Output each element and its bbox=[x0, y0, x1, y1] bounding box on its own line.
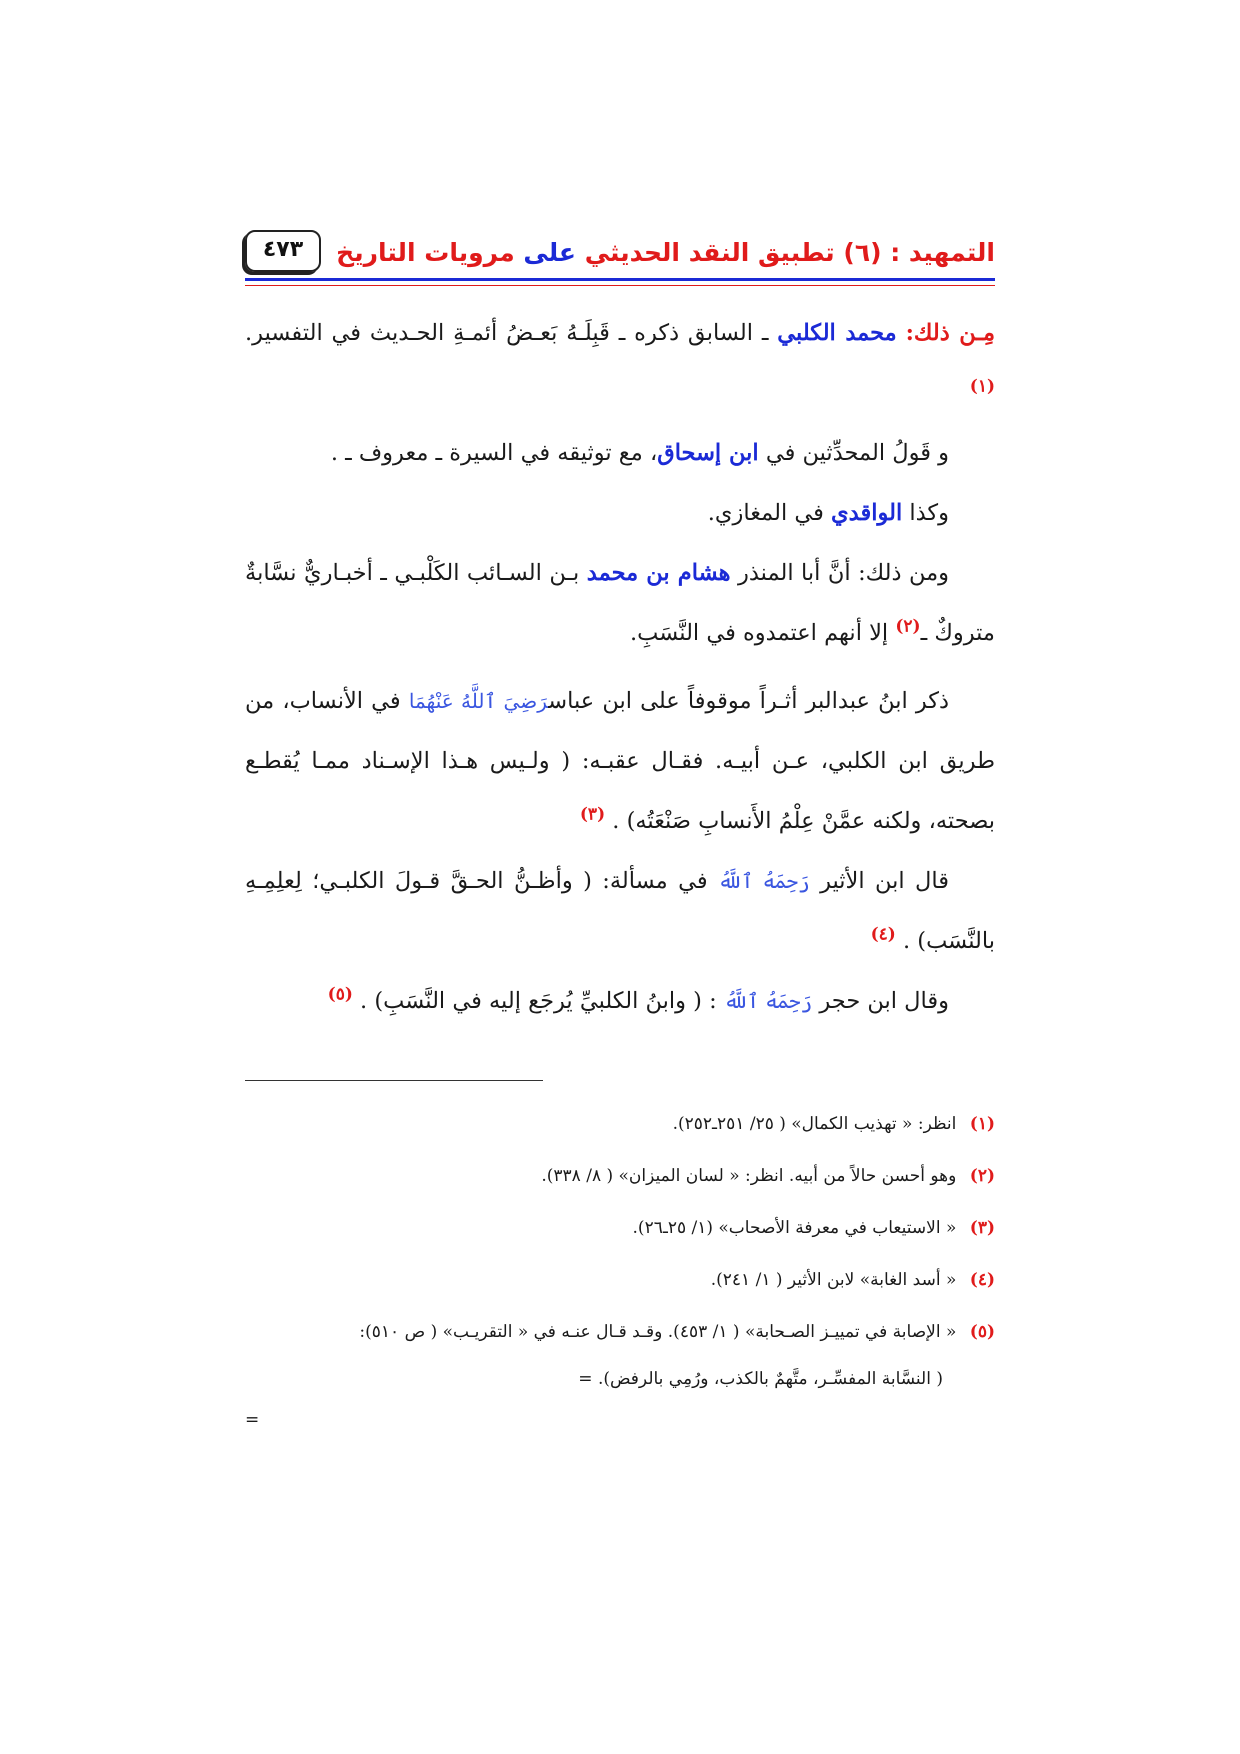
p7-honorific: رَحِمَهُ ٱللَّهُ bbox=[723, 989, 813, 1013]
paragraph-7 bbox=[245, 971, 995, 1031]
spacer bbox=[245, 663, 995, 671]
p2-before: و قَولُ المحدِّثين في bbox=[765, 440, 949, 466]
footnote-5-continuation: ( النسَّابة المفسِّـر، متَّهمٌ بالكذب، ورُمِي بالرفض). = bbox=[578, 1369, 943, 1389]
p3-after: في المغازي. bbox=[707, 500, 824, 526]
footnote-text: « الاستيعاب في معرفة الأصحاب» (١/ ٢٥ـ٢٦). bbox=[632, 1218, 957, 1238]
p5-before: ذكر ابنُ عبدالبر أثـراً موقوفاً على ابن عباس bbox=[548, 688, 950, 714]
header-title-part3: مرويات التاريخ bbox=[336, 238, 515, 267]
paragraph-2 bbox=[245, 423, 995, 483]
header-title-part1: التمهيد : (٦) تطبيق النقد الحديثي bbox=[584, 238, 995, 267]
book-page bbox=[245, 228, 995, 1488]
footnote-ref-4[interactable]: (٤) bbox=[870, 924, 896, 945]
p1-name: محمد الكلبي bbox=[777, 320, 897, 346]
footnote-separator bbox=[245, 1080, 543, 1081]
footnote-2 bbox=[245, 1150, 995, 1202]
p3-name: الواقدي bbox=[831, 500, 903, 526]
p6-honorific: رَحِمَهُ ٱللَّهُ bbox=[718, 869, 810, 893]
p7-before: وقال ابن حجر bbox=[819, 988, 949, 1014]
footnote-5 bbox=[245, 1306, 995, 1358]
p4-middle: بـن السـائب الكَلْبـي ـ أخبـاريٌّ نسَّابةٌ متروكٌ ـ bbox=[245, 560, 995, 646]
footnote-ref-3[interactable]: (٣) bbox=[579, 804, 606, 825]
footnote-number: (٤) bbox=[969, 1270, 995, 1290]
paragraph-1 bbox=[245, 303, 995, 423]
footnote-end-marker: = bbox=[245, 1410, 260, 1430]
footnote-number: (١) bbox=[969, 1114, 995, 1134]
footnote-ref-5[interactable]: (٥) bbox=[327, 984, 353, 1005]
p2-after: ، مع توثيقه في السيرة ـ معروف ـ . bbox=[330, 440, 658, 466]
header-title bbox=[336, 238, 995, 267]
paragraph-3 bbox=[245, 483, 995, 543]
main-text bbox=[245, 303, 995, 1031]
p1-text: ـ السابق ذكره ـ قَبِلَـهُ بَعـضُ أئمـةِ الحـديث في التفسير. bbox=[245, 320, 769, 346]
footnote-text: « أسد الغابة» لابن الأثير ( ١/ ٢٤١). bbox=[710, 1270, 957, 1290]
page-number-box: ٤٧٣ bbox=[245, 230, 321, 272]
header-rule-thin bbox=[245, 285, 995, 286]
footnote-4 bbox=[245, 1254, 995, 1306]
header-title-part2: على bbox=[523, 238, 576, 267]
p6-after: في مسألة: ( وأظـنُّ الحـقَّ قـولَ الكلبـي؛ لِعلِمِـهِ بالنَّسَب) . bbox=[245, 868, 995, 954]
p4-after: إلا أنهم اعتمدوه في النَّسَبِ. bbox=[629, 620, 889, 646]
footnote-number: (٢) bbox=[969, 1166, 995, 1186]
paragraph-4 bbox=[245, 543, 995, 663]
footnote-3 bbox=[245, 1202, 995, 1254]
footnote-text: وهو أحسن حالاً من أبيه. انظر: « لسان الميزان» ( ٨/ ٣٣٨). bbox=[541, 1166, 957, 1186]
footnote-ref-2[interactable]: (٢) bbox=[895, 616, 921, 637]
footnote-number: (٥) bbox=[969, 1322, 995, 1342]
footnote-1 bbox=[245, 1098, 995, 1150]
header-rule bbox=[245, 278, 995, 281]
footnote-text: « الإصابة في تمييـز الصـحابة» ( ١/ ٤٥٣). وقـد قـال عنـه في « التقريـب» ( ص ٥١٠): bbox=[359, 1322, 957, 1342]
paragraph-6 bbox=[245, 851, 995, 971]
footnotes bbox=[245, 1098, 995, 1400]
p4-before: ومن ذلك: أنَّ أبا المنذر bbox=[738, 560, 949, 586]
p6-before: قال ابن الأثير bbox=[820, 868, 949, 894]
footnote-number: (٣) bbox=[969, 1218, 995, 1238]
p2-name: ابن إسحاق bbox=[657, 440, 759, 466]
footnote-text: انظر: « تهذيب الكمال» ( ٢٥/ ٢٥١ـ٢٥٢). bbox=[672, 1114, 957, 1134]
p5-after: في الأنساب، من طريق ابن الكلبي، عـن أبيـه. فقـال عقبـه: ( ولـيس هـذا الإسـناد ممـا يُقطـع بصحته، ولكنه عمَّنْ عِلْمُ الأَنسابِ صَنْعَتُه) . bbox=[245, 688, 995, 834]
p7-after: : ( وابنُ الكلبيِّ يُرجَع إليه في النَّسَبِ) . bbox=[360, 988, 717, 1014]
p4-name: هشام بن محمد bbox=[586, 560, 731, 586]
p3-before: وكذا bbox=[909, 500, 949, 526]
p1-lead: مِـن ذلك: bbox=[905, 320, 996, 346]
paragraph-5 bbox=[245, 671, 995, 851]
footnote-ref-1[interactable]: (١) bbox=[969, 376, 995, 397]
p5-honorific: رَضِيَ ٱللَّهُ عَنْهُمَا bbox=[408, 689, 549, 713]
running-header bbox=[245, 228, 995, 290]
